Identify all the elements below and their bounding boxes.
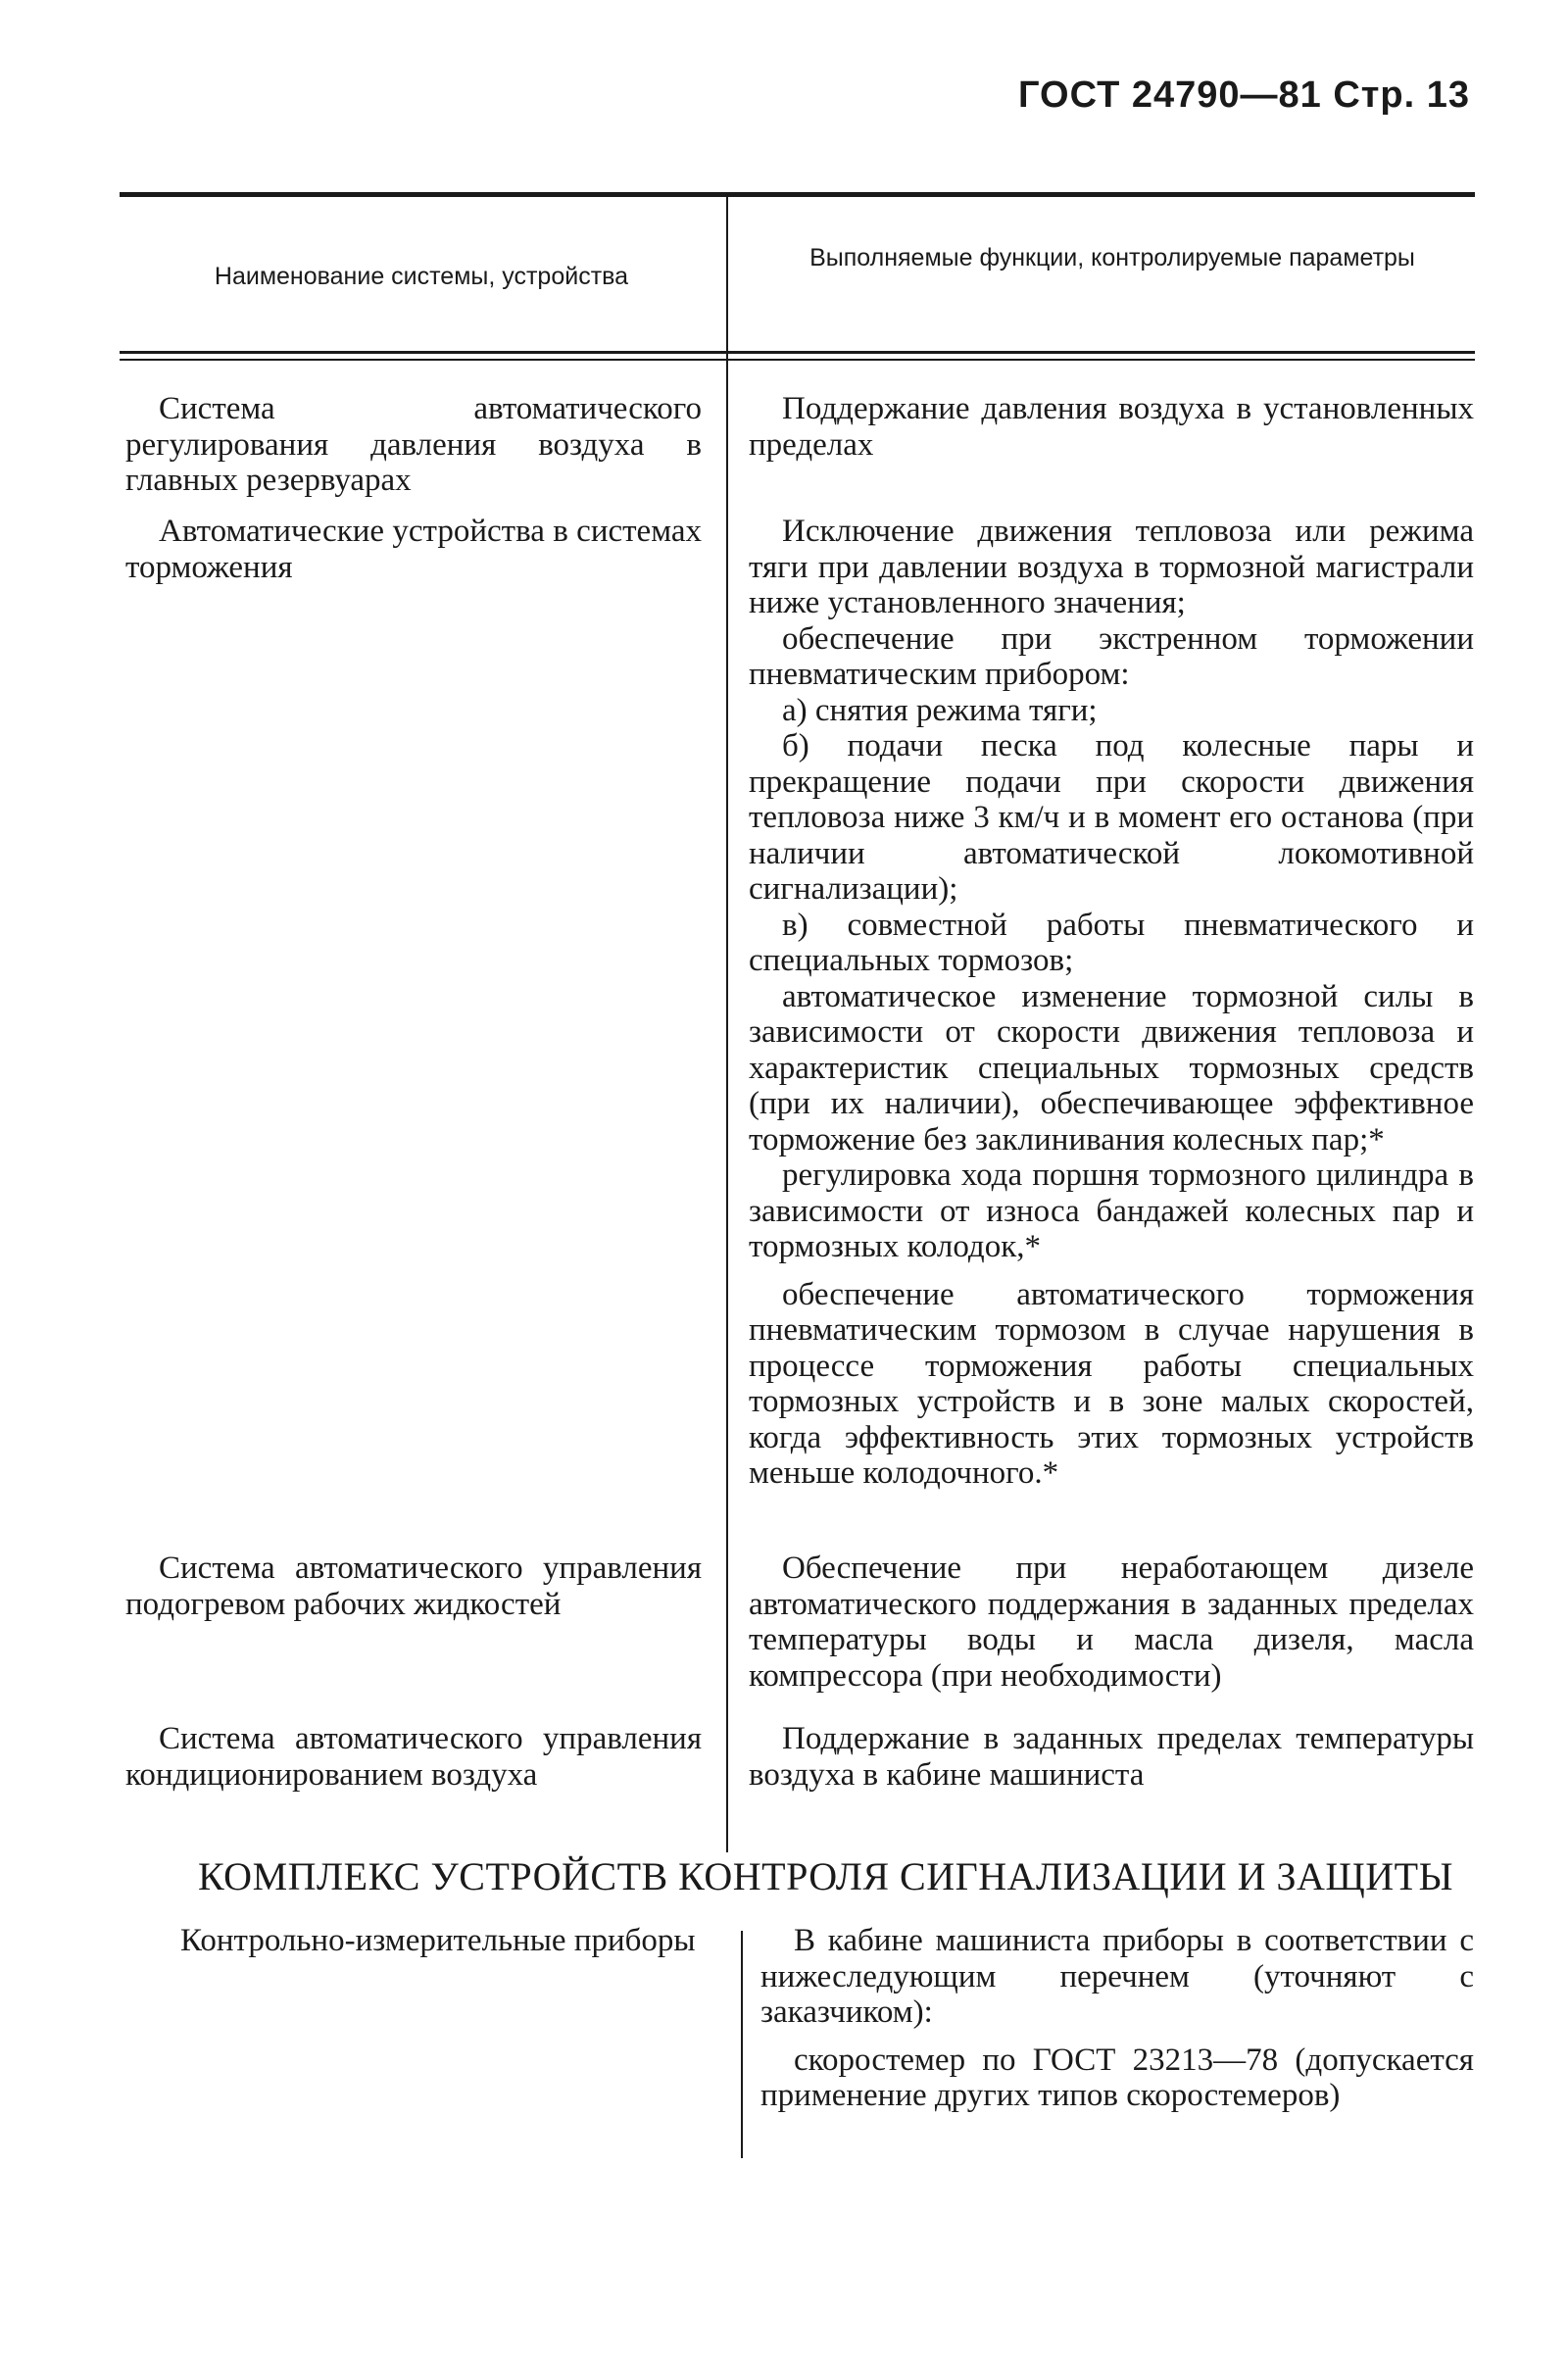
table-header-rule-secondary xyxy=(120,359,1475,361)
column-header-name: Наименование системы, устройства xyxy=(214,263,629,290)
function-text: а) снятия режима тяги; xyxy=(782,692,1098,728)
table-row-name xyxy=(147,1923,725,1959)
table-header-rule xyxy=(120,351,1475,354)
function-text: Обеспечение при неработающем дизеле автоматического поддержания в заданных пределах температуры воды и масла дизеля, масла компрессора (при необходимости) xyxy=(749,1551,1474,1694)
function-text: б) подачи песка под колесные пары и прекращение подачи при скорости движения тепловоза ниже 3 км/ч и в момент его останова (при наличии автоматической локомотивной сигнализации); xyxy=(749,728,1474,907)
function-text: обеспечение автоматического торможения пневматическим тормозом в случае нарушения в процессе торможения работы специальных тормозных устройств и в зоне малых скоростей, когда эффективность этих тормозных устройств меньше колодочного.* xyxy=(749,1276,1474,1491)
table-row-name xyxy=(125,514,702,585)
page-number: Стр. 13 xyxy=(1333,74,1470,116)
table-row-functions xyxy=(749,1551,1474,1694)
row-name-text: Автоматические устройства в системах торможения xyxy=(125,514,702,585)
table-row-functions xyxy=(749,1721,1474,1793)
row-name-text: Система автоматического управления подогревом рабочих жидкостей xyxy=(125,1551,702,1622)
row-name-text: Система автоматического регулирования давления воздуха в главных резервуарах xyxy=(125,391,702,498)
table-row-name xyxy=(125,1551,702,1622)
column-divider-lower xyxy=(741,1931,743,2158)
table-row-name xyxy=(125,391,702,499)
document-reference: ГОСТ 24790—81 xyxy=(1017,74,1322,116)
function-text: В кабине машиниста приборы в соответствии с нижеследующим перечнем (уточняют с заказчиком): xyxy=(760,1923,1474,2030)
table-row-name xyxy=(125,1721,702,1793)
table-top-rule xyxy=(120,192,1475,197)
row-name-text: Контрольно-измерительные приборы xyxy=(180,1923,696,1958)
function-text: скоростемер по ГОСТ 23213—78 (допускается применение других типов скоростемеров) xyxy=(760,2042,1474,2113)
function-text: автоматическое изменение тормозной силы в зависимости от скорости движения тепловоза и характеристик специальных тормозных средств (при их наличии), обеспечивающее эффективное торможение без заклинивания колесных пар;* xyxy=(749,978,1474,1157)
page-header xyxy=(1018,74,1470,117)
function-text: в) совместной работы пневматического и специальных тормозов; xyxy=(749,907,1474,978)
function-text: Поддержание в заданных пределах температуры воздуха в кабине машиниста xyxy=(749,1721,1474,1793)
function-text: обеспечение при экстренном торможении пневматическим прибором: xyxy=(749,620,1474,692)
column-divider-upper xyxy=(726,196,728,1852)
function-text: регулировка хода поршня тормозного цилиндра в зависимости от износа бандажей колесных пар и тормозных колодок,* xyxy=(749,1157,1474,1264)
section-title: КОМПЛЕКС УСТРОЙСТВ КОНТРОЛЯ СИГНАЛИЗАЦИИ И ЗАЩИТЫ xyxy=(198,1854,1453,1898)
table-row-functions xyxy=(749,391,1474,463)
column-header-functions: Выполняемые функции, контролируемые параметры xyxy=(809,244,1415,271)
function-text: Поддержание давления воздуха в установленных пределах xyxy=(749,391,1474,463)
table-row-functions xyxy=(749,514,1474,1492)
function-text: Исключение движения тепловоза или режима тяги при давлении воздуха в тормозной магистрали ниже установленного значения; xyxy=(749,514,1474,620)
table-row-functions xyxy=(760,1923,1474,2114)
row-name-text: Система автоматического управления кондиционированием воздуха xyxy=(125,1721,702,1793)
